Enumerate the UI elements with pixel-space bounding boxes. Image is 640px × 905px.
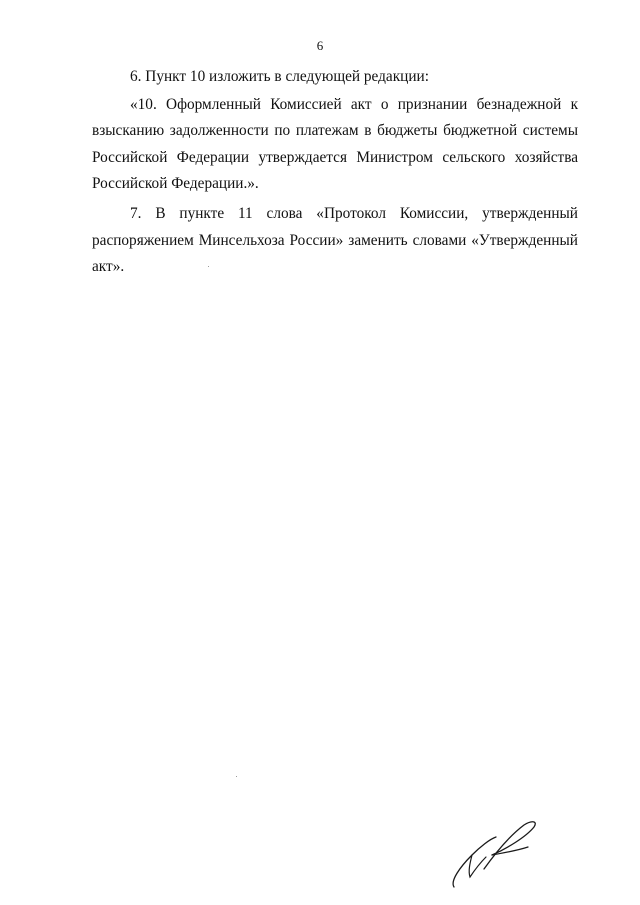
scan-speck xyxy=(236,776,237,777)
page-number: 6 xyxy=(316,38,324,53)
handwritten-signature-icon xyxy=(446,815,546,895)
scan-speck xyxy=(208,266,209,267)
paragraph-item-7: 7. В пункте 11 слова «Протокол Комиссии, утвержденный распоряжением Минсельхоза России» заменить словами «Утвержденный акт». xyxy=(92,204,578,276)
paragraph-item-6: 6. Пункт 10 изложить в следующей редакции: xyxy=(130,68,429,85)
paragraph-item-10-text: «10. Оформленный Комиссией акт о признании безнадежной к взысканию задолженности по платежам в бюджеты бюджетной системы Российской Федерации утверждается Министром сельского хозяйства Российской Федерации.». xyxy=(92,95,578,193)
document-body xyxy=(92,64,578,281)
